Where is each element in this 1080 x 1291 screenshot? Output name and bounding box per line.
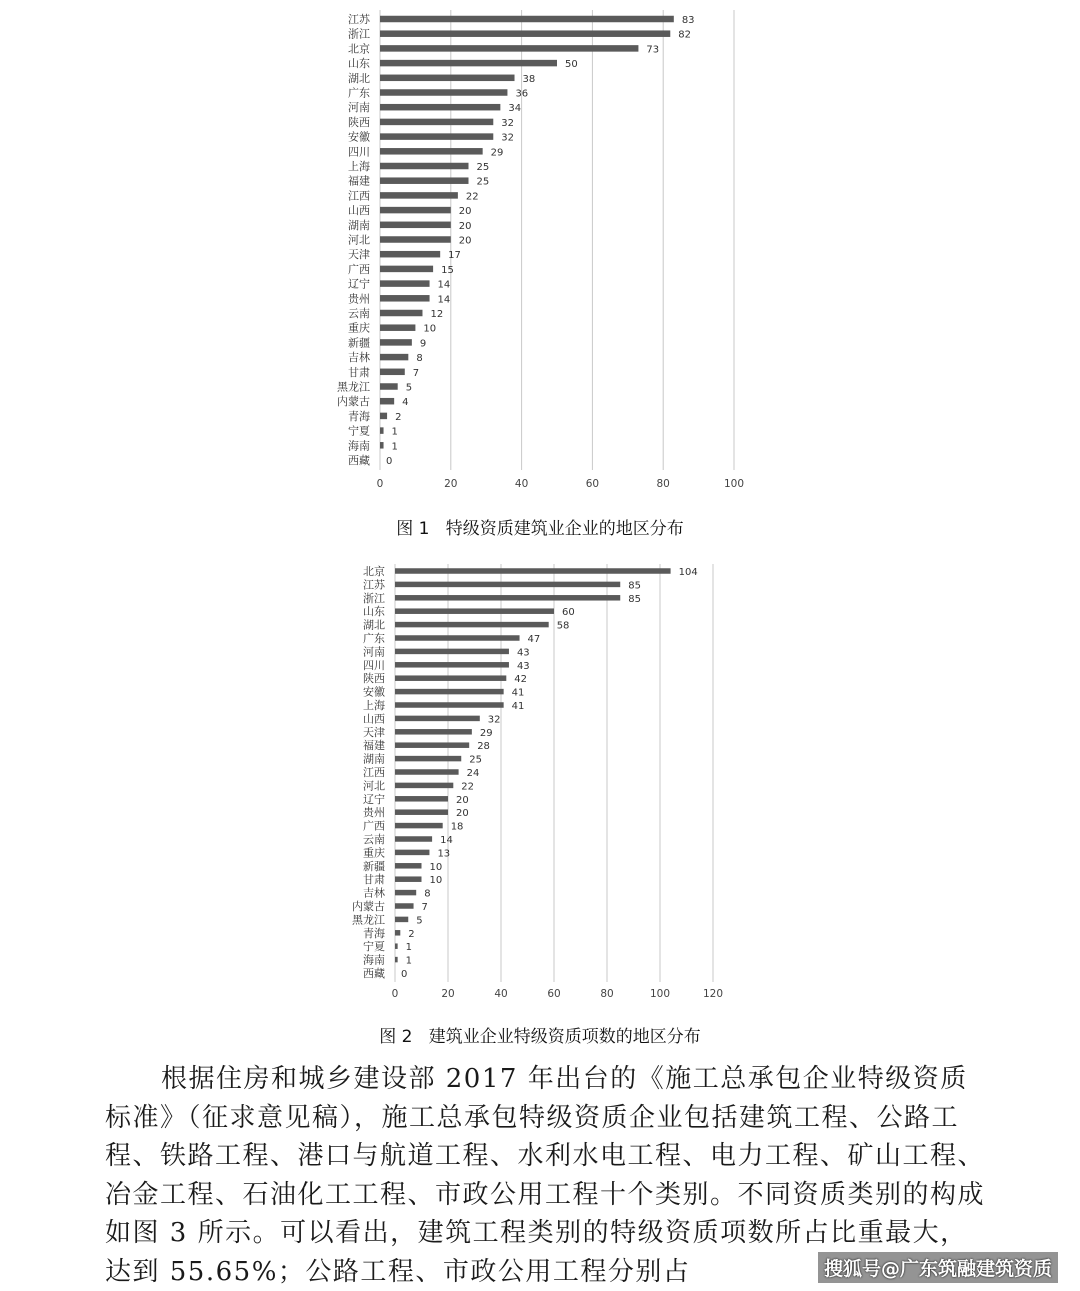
bar [380,60,557,67]
bar [380,45,638,52]
data-label: 0 [401,969,408,980]
bar [395,675,506,681]
category-label: 浙江 [363,591,385,605]
bar [395,769,459,775]
data-label: 1 [405,942,413,954]
category-label: 福建 [363,739,385,753]
category-label: 湖北 [363,618,385,632]
category-label: 内蒙古 [352,900,385,913]
data-label: 10 [423,323,437,335]
category-label: 山西 [363,712,385,726]
category-label: 上海 [348,160,370,173]
x-tick-label: 100 [649,988,671,1000]
category-label: 河北 [363,779,385,793]
x-tick-label: 0 [376,478,384,490]
data-label: 82 [678,29,692,41]
category-label: 四川 [348,145,370,159]
bar [395,823,443,829]
bar [395,649,509,655]
category-label: 山东 [363,605,385,619]
category-label: 山西 [348,204,370,218]
data-label: 5 [416,915,423,927]
category-label: 山东 [348,57,370,71]
category-label: 新疆 [363,859,385,873]
x-tick-label: 60 [547,988,561,1000]
bar [395,957,398,963]
category-label: 湖北 [348,71,370,85]
category-label: 安徽 [348,130,370,144]
category-label: 天津 [348,248,370,262]
data-label: 10 [429,861,443,873]
category-label: 海南 [348,439,370,453]
data-label: 10 [429,875,443,887]
bar [395,595,620,601]
chart-2 [0,560,1080,1010]
category-label: 北京 [348,42,370,56]
category-label: 广西 [348,262,370,276]
bar [380,192,458,199]
x-tick-label: 0 [391,988,399,1000]
bar [395,716,480,722]
data-label: 38 [522,73,536,85]
bar [380,413,387,420]
chart-1-caption: 图 1 特级资质建筑业企业的地区分布 [396,519,684,539]
bar [395,876,422,882]
bar [395,917,408,923]
bar [380,295,430,302]
category-label: 重庆 [348,321,370,335]
bar [395,608,554,614]
bar [395,742,469,748]
data-label: 28 [477,741,490,753]
data-label: 20 [456,794,469,806]
bar [380,251,440,258]
category-label: 甘肃 [363,873,385,887]
category-label: 宁夏 [348,424,370,438]
bar [395,568,671,574]
bar [380,280,430,287]
category-label: 北京 [363,565,385,578]
data-label: 104 [678,567,698,578]
bar [395,809,448,815]
data-label: 22 [461,781,475,793]
data-label: 8 [416,353,423,365]
bar [380,442,384,449]
bar [380,75,515,82]
category-label: 云南 [363,833,385,846]
category-label: 浙江 [348,27,370,41]
data-label: 29 [490,147,504,159]
bar [395,729,472,735]
category-label: 四川 [363,658,385,672]
bar [395,863,422,869]
x-tick-label: 80 [656,478,670,490]
bar [395,890,416,896]
bar [395,796,448,802]
bar [380,266,433,273]
bar [380,354,408,361]
data-label: 1 [391,426,398,438]
x-tick-label: 20 [441,988,455,1000]
category-label: 青海 [348,409,370,423]
category-label: 海南 [363,953,385,967]
data-label: 13 [437,848,451,860]
bar [380,207,451,214]
data-label: 41 [511,687,525,699]
x-tick-label: 120 [702,988,724,1000]
x-tick-label: 100 [723,478,745,490]
category-label: 新疆 [348,336,370,350]
data-label: 7 [421,902,428,913]
bar [380,222,451,229]
data-label: 83 [681,15,695,26]
bar [395,702,504,708]
bar [380,383,398,390]
bar [395,689,504,695]
bar [395,903,414,909]
data-label: 32 [501,117,515,129]
data-label: 20 [458,206,472,218]
category-label: 黑龙江 [352,913,385,927]
category-label: 西藏 [363,967,385,980]
bar [380,16,674,23]
bar [380,324,415,331]
data-label: 25 [469,754,482,766]
category-label: 广东 [348,86,370,100]
watermark: 搜狐号@广东筑融建筑资质 [818,1252,1058,1283]
category-label: 贵州 [348,292,370,306]
category-label: 青海 [363,926,385,940]
data-label: 14 [437,279,451,291]
x-tick-label: 40 [494,988,508,1000]
data-label: 7 [412,367,420,379]
data-label: 85 [628,580,641,592]
bar [395,756,461,762]
category-label: 河南 [363,645,385,659]
category-label: 云南 [348,307,370,320]
data-label: 85 [628,593,641,605]
category-label: 广西 [363,819,385,833]
category-label: 江西 [363,766,385,779]
data-label: 5 [405,382,413,394]
data-label: 1 [405,955,413,967]
bar [380,163,469,170]
chart-1 [0,0,1080,500]
category-label: 福建 [348,174,370,188]
x-tick-label: 80 [600,988,614,1000]
data-label: 14 [440,835,453,846]
body-paragraph: 根据住房和城乡建设部 2017 年出台的《施工总承包企业特级资质标准》（征求意见稿），施工总承包特级资质企业包括建筑工程、公路工程、铁路工程、港口与航道工程、水利水电工程、电力工程、矿山工程、冶金工程、石油化工工程、市政公用工程十个类别。不同资质类别的构成如图 3 所示。可以看出，建筑工程类别的特级资质项数所占比重最大，达到 55.65%；公路工程、市政公用工程分别占 [105,1064,986,1287]
data-label: 4 [402,397,409,409]
bar [380,148,483,155]
bar [380,236,451,243]
category-label: 重庆 [363,846,385,860]
bar [395,930,400,936]
category-label: 辽宁 [348,277,370,291]
category-label: 贵州 [363,806,385,820]
bar [395,836,432,842]
category-label: 辽宁 [363,792,385,806]
data-label: 42 [514,674,528,686]
category-label: 黑龙江 [337,380,370,394]
data-label: 36 [515,88,529,100]
bar [395,635,520,641]
data-label: 12 [430,309,444,320]
bar [395,662,509,668]
data-label: 58 [556,620,570,632]
category-label: 安徽 [363,685,385,699]
bar [380,104,500,111]
category-label: 陕西 [363,672,385,686]
category-label: 湖南 [363,752,385,766]
data-label: 32 [501,132,515,144]
category-label: 河北 [348,233,370,247]
category-label: 江苏 [348,13,370,26]
category-label: 甘肃 [348,365,370,379]
data-label: 22 [465,191,479,203]
data-label: 29 [479,727,493,739]
data-label: 41 [511,701,525,712]
category-label: 广东 [363,632,385,645]
data-label: 20 [456,808,469,820]
data-label: 34 [508,103,522,115]
category-label: 内蒙古 [337,395,370,409]
data-label: 73 [646,44,660,56]
bar [380,427,384,434]
data-label: 8 [424,888,431,900]
bar [380,89,507,96]
bar [380,30,670,37]
bar [395,622,549,628]
data-label: 20 [458,235,472,247]
data-label: 1 [391,441,398,453]
bar [380,369,405,376]
category-label: 吉林 [363,886,385,900]
data-label: 0 [386,456,393,467]
data-label: 9 [419,338,427,350]
category-label: 上海 [363,699,385,712]
data-label: 2 [395,411,402,423]
bar [395,850,429,856]
bar [395,943,398,949]
bar [395,582,620,588]
data-label: 18 [450,821,464,833]
bar [380,398,394,405]
data-label: 47 [527,634,541,645]
bar [380,339,412,346]
category-label: 陕西 [348,115,370,129]
data-label: 43 [516,647,530,659]
chart-2-caption: 图 2 建筑业企业特级资质项数的地区分布 [379,1027,701,1047]
data-label: 24 [466,768,480,779]
bar [380,310,422,317]
category-label: 宁夏 [363,940,385,954]
x-tick-label: 20 [444,478,458,490]
bar [380,177,469,184]
data-label: 25 [476,162,490,173]
data-label: 15 [441,264,454,276]
category-label: 天津 [363,725,385,739]
bar [395,783,453,789]
x-tick-label: 40 [514,478,529,490]
data-label: 14 [437,294,451,306]
data-label: 50 [565,59,578,71]
data-label: 43 [516,660,530,672]
data-label: 20 [458,220,472,232]
category-label: 湖南 [348,218,370,232]
bar [380,119,493,126]
data-label: 25 [476,176,490,188]
category-label: 江苏 [363,578,385,592]
data-label: 17 [448,250,461,262]
category-label: 西藏 [348,454,370,467]
data-label: 32 [487,714,501,726]
x-tick-label: 60 [585,478,600,490]
data-label: 60 [562,607,575,619]
category-label: 河南 [348,101,370,115]
bar [380,133,493,140]
category-label: 吉林 [348,351,370,365]
data-label: 2 [408,928,415,940]
category-label: 江西 [348,189,370,203]
